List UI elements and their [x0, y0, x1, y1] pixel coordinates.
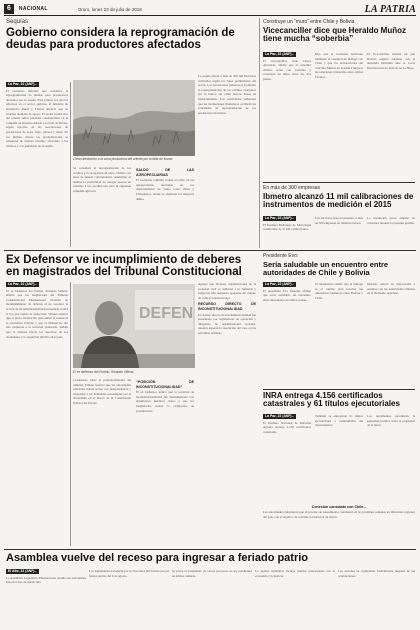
story1-col4: La sequía afectó a más de 300 mil hectáreas cultivadas según los datos preliminares del sector. Los productores pidieron al Gobierno la reprogramación de los créditos otorgados por la banca, así como nuevas líneas de financiamiento. Las autoridades señalaron que las instituciones financieras recibirán las solicitudes de reprogramación de los productores afectados. [198, 74, 256, 115]
story2-col1: La Paz, 22 (ANF).- El vicecanciller, Juan Carlos Alurralde, afirmó que el canciller chileno actúa con soberbia y construye un muro entre los dos países. [263, 52, 311, 81]
story3-col3: La institución prevé ampliar su cobertura durante la presente gestión. [367, 216, 415, 225]
story2-kicker: Construye un “muro” entre Chile y Bolivia [263, 19, 355, 25]
page-header [4, 3, 416, 16]
person-portrait-photo-icon [73, 284, 195, 368]
story4-headline: Ex Defensor ve incumplimiento de deberes en magistrados del Tribunal Constitucional [6, 254, 242, 279]
story1-subhead: SALDO DE LAS AGROPECUARIAS [136, 168, 194, 177]
story1-text-1: El Gobierno informó que considera la reprogramación de deudas para productores afectados por la sequía. [6, 88, 68, 102]
story3-col1: La Paz, 22 (ANF).- El Instituto Boliviano de Metrología realizó más de 11 mil calibraciones. [263, 216, 311, 232]
story4-dateline: La Paz, 22 (ANF).- [8, 282, 37, 286]
svg-text:DEFEN: DEFEN [139, 305, 194, 322]
story7-col2: Los legisladores trabajarán pocos días antes del feriado por las fiestas patrias del 6 de agosto. [89, 569, 169, 578]
story3-kicker: En más de 300 empresas [263, 185, 320, 191]
story2-col2: Dijo que el Gobierno boliviano mantiene la voluntad de diálogo con Chile y que las declaraciones del canciller Muñoz no ayudan a mejorar las relaciones bilaterales entre ambos Estados. [315, 52, 363, 79]
newspaper-logo: LA PATRIA [364, 3, 416, 15]
story1-col3: SALDO DE LAS AGROPECUARIAS El Gobierno también evalúa el saldo de las agropecuarias afectadas en los departamentos de Santa Cruz, Beni y Chuquisaca, donde se registran los mayores daños. [136, 168, 194, 201]
section-name: NACIONAL [18, 6, 48, 12]
story4-subhead-1: “POSICIÓN DE INCONSTITUCIONALIDAD” [136, 380, 194, 389]
issue-date: Oruro, lunes 23 de julio de 2018 [77, 6, 142, 12]
story3-dateline: La Paz, 22 (ANF).- [265, 216, 294, 220]
story7-headline: Asamblea vuelve del receso para ingresar a feriado patrio [6, 552, 309, 564]
story1-photo [73, 80, 195, 156]
story7-col3: Se prevé el tratamiento de varios proyectos de ley pendientes en ambas cámaras. [172, 569, 252, 578]
story1-dateline: La Paz, 22 (ANF).- [8, 82, 37, 86]
story5-col2: El mandatario señaló que el diálogo es el camino para resolver las diferencias históricas entre Bolivia y Chile. [315, 282, 363, 300]
story6-col3: Los documentos garantizan la seguridad jurídica sobre la propiedad de la tierra. [367, 414, 415, 428]
story6-subhead: Conexión constante con Chile... [311, 505, 367, 509]
story7-col1: El Alto, 22 (ANF).- La Asamblea Legislativa Plurinacional retoma sus actividades tras el receso de medio año. [6, 569, 86, 585]
story1-photo-caption: Cifran afectación a la zona productora del oriente por la falta de lluvias [73, 157, 173, 161]
story1-col1: La Paz, 22 (ANF).- El Gobierno informó que considera la reprogramación de deudas para productores afectados por la sequía. Para reducir los efectos adversos en el sector agrícola, el ministro de Desarrollo Rural y Tierras anunció que se evalúan medidas de apoyo. El sector productivo del oriente sufrió pérdidas considerables en la campaña de invierno debido a la falta de lluvias, según reportes de las asociaciones de productores de soya, trigo, girasol y maíz. En los últimos meses las precipitaciones se redujeron de manera notable, afectando a los cultivos y a la ganadería de la región. [6, 82, 68, 148]
story4-photo [73, 284, 195, 368]
dry-field-photo-icon [73, 80, 195, 156]
story4-photo-caption: El ex defensor del Pueblo, Rolando Villena [73, 370, 134, 374]
story1-headline: Gobierno considera la reprogramación de deudas para productores afectados [6, 27, 235, 52]
story7-col5: Las sesiones se reanudarán formalmente después de las celebraciones. [338, 569, 415, 578]
story5-col1: La Paz, 22 (ANF).- El presidente Evo Morales afirmó que sería saludable un encuentro entre autoridades de ambos países. [263, 282, 311, 302]
story2-dateline: La Paz, 22 (ANF).- [265, 52, 294, 56]
story4-col2: Consultado sobre el pronunciamiento del tribunal, Villena sostuvo que las autoridades judiciales deben actuar con independencia y responder a las demandas presentadas por la ciudadanía en el marco de la Constitución Política del Estado. [73, 378, 131, 405]
story7-col4: La agenda legislativa incluye normas relacionadas con la economía y la justicia. [255, 569, 335, 578]
story6-col4: Las autoridades informaron que el proceso de saneamiento continuará en las próximas semanas en diferentes regiones del país, con el objetivo de concluir la titulación de tierras. [263, 510, 415, 519]
story6-col1: La Paz, 22 (ANF).- El Instituto Nacional de Reforma Agraria entregó 4.156 certificados catastrales. [263, 414, 311, 434]
story5-kicker: Presidente Evo: [263, 253, 299, 259]
story4-col1: La Paz, 22 (ANF).- El ex Defensor del Pueblo, Rolando Villena, afirmó que los magistrados del Tribunal Constitucional Plurinacional incurren en incumplimiento de deberes al no resolver la acción de inconstitucionalidad presentada contra la ley que regula la reelección. Villena explicó que el plazo establecido para emitir la sentencia se encuentra vencido y que el tribunal no dio una respuesta a la solicitud planteada. Señaló que la demora afecta los derechos de los ciudadanos y la seguridad jurídica en el país. [6, 282, 68, 339]
story3-headline: Ibmetro alcanzó 11 mil calibraciones de instrumentos de medición el 2015 [263, 192, 414, 210]
story1-text-2: Se considera la reprogramación de los créditos y la otorgación de otros créditos con tasas de interés concesionales. [73, 166, 131, 180]
story2-headline: Vicecanciller dice que Heraldo Muñoz tiene mucha “soberbia” [263, 26, 407, 44]
story1-kicker: Sequías [6, 19, 29, 25]
story4-subhead-2: RECURSO DIRECTO DE INCONSTITUCIONALIDAD [198, 302, 256, 311]
story6-headline: INRA entrega 4.156 certificados catastrales y 61 títulos ejecutoriales [263, 391, 400, 409]
story5-col3: Morales reiteró su disposición a reunirse con las autoridades chilenas en el momento oportuno. [367, 282, 415, 296]
story7-dateline: El Alto, 22 (ANF).- [8, 569, 37, 573]
story1-col2: Se considera la reprogramación de los créditos y la otorgación de otros créditos con tasas de interés concesionales. Asimismo se analiza la posibilidad de otorgar apoyos en semillas a los productores para la siguiente campaña agrícola. [73, 166, 131, 193]
story6-dateline: La Paz, 22 (ANF).- [265, 414, 294, 418]
story5-dateline: La Paz, 22 (ANF).- [265, 282, 294, 286]
story6-col2: También se entregaron 61 títulos ejecutoriales a comunidades del departamento. [315, 414, 363, 428]
story4-col4: Agregó que diversas organizaciones de la sociedad civil se sumaron a la demanda y exigieron una respuesta oportuna del órgano de control constitucional. RECURSO DIRECTO DE INCONSTITUCIONALIDAD El recurso directo de inconstitucionalidad fue presentado por legisladores de oposición y dirigentes de organizaciones sociales, quienes esperan la resolución del caso en las próximas semanas. [198, 282, 256, 335]
story2-col3: El vicecanciller insistió en que Bolivia seguirá adelante con la demanda marítima ante la Corte Internacional de Justicia de La Haya. [367, 52, 415, 70]
story3-col2: Los servicios fueron prestados a más de 300 empresas de distintos rubros. [315, 216, 363, 225]
page-number: 6 [4, 4, 14, 14]
story5-headline: Sería saludable un encuentro entre autoridades de Chile y Bolivia [263, 260, 389, 277]
story4-col3: “POSICIÓN DE INCONSTITUCIONALIDAD” El ex Defensor indicó que la posición de inconstitucionalidad fue fundamentada con argumentos jurídicos claros y que los magistrados tienen la obligación de pronunciarse. [136, 380, 194, 413]
